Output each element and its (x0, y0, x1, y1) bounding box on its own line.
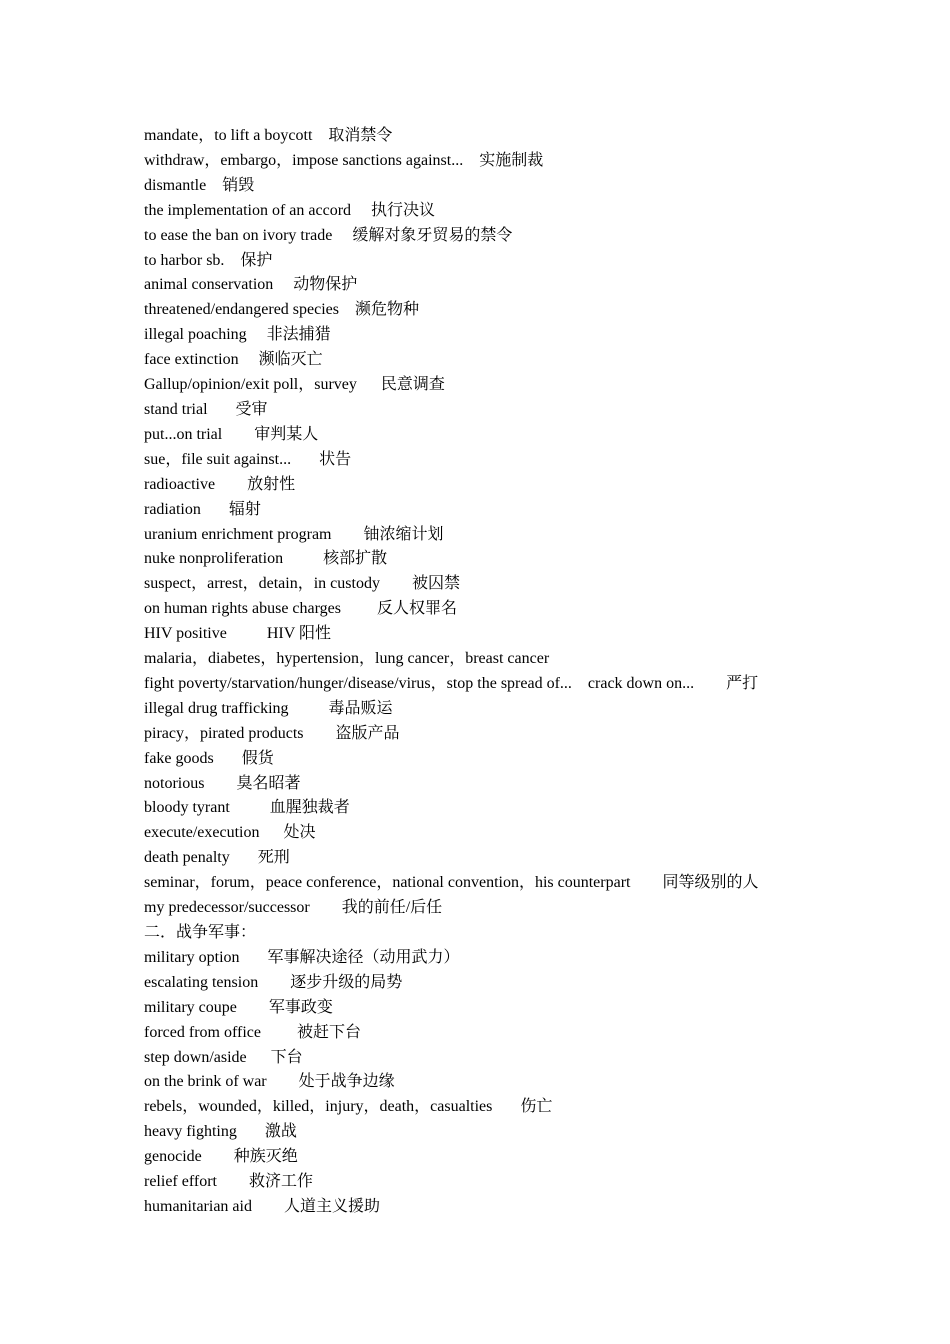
text-line: mandate，to lift a boycott 取消禁令 (144, 127, 393, 144)
text-line: step down/aside 下台 (144, 1048, 303, 1066)
text-line: relief effort 救济工作 (144, 1173, 313, 1191)
text-line: radiation 辐射 (144, 500, 261, 518)
text-line: escalating tension 逐步升级的局势 (144, 973, 403, 991)
text-line: genocide 种族灭绝 (144, 1148, 298, 1166)
text-line: face extinction 濒临灭亡 (144, 351, 323, 369)
text-line: heavy fighting 激战 (144, 1123, 297, 1141)
text-line: illegal poaching 非法捕猎 (144, 326, 331, 344)
text-line: my predecessor/successor 我的前任/后任 (144, 899, 443, 917)
text-line: notorious 臭名昭著 (144, 774, 301, 792)
text-line: military option 军事解决途径（动用武力） (144, 948, 460, 966)
text-line: rebels，wounded，killed，injury，death，casualties 伤亡 (144, 1098, 553, 1116)
text-line: HIV positive HIV 阳性 (144, 625, 331, 643)
text-line: dismantle 销毁 (144, 176, 255, 194)
text-line: forced from office 被赶下台 (144, 1023, 361, 1041)
text-line: to harbor sb. 保护 (144, 251, 273, 269)
section-heading: 二．战争军事： (144, 924, 257, 941)
text-line: stand trial 受审 (144, 400, 268, 418)
text-line: seminar，forum，peace conference，national convention，his counterpart 同等级别的人 (144, 874, 759, 892)
text-line: illegal drug trafficking 毒品贩运 (144, 699, 393, 717)
text-line: Gallup/opinion/exit poll，survey 民意调查 (144, 376, 445, 394)
text-line: to ease the ban on ivory trade 缓解对象牙贸易的禁令 (144, 226, 513, 244)
document-page (144, 124, 844, 1220)
text-line: military coupe 军事政变 (144, 998, 333, 1016)
text-line: death penalty 死刑 (144, 849, 290, 867)
text-line: nuke nonproliferation 核部扩散 (144, 550, 388, 568)
text-line: malaria，diabetes，hypertension，lung cancer，breast cancer (144, 650, 550, 668)
text-line: suspect，arrest，detain，in custody 被囚禁 (144, 575, 460, 593)
text-line: uranium enrichment program 铀浓缩计划 (144, 525, 444, 543)
text-line: fight poverty/starvation/hunger/disease/virus，stop the spread of... crack down on... 严打 (144, 674, 759, 692)
text-line: put...on trial 审判某人 (144, 425, 319, 443)
text-line: on the brink of war 处于战争边缘 (144, 1073, 395, 1091)
text-line: radioactive 放射性 (144, 475, 296, 493)
text-line: execute/execution 处决 (144, 824, 316, 842)
text-line: animal conservation 动物保护 (144, 276, 358, 294)
text-line: withdraw，embargo，impose sanctions against... 实施制裁 (144, 151, 544, 169)
text-line: threatened/endangered species 濒危物种 (144, 301, 420, 319)
text-line: humanitarian aid 人道主义援助 (144, 1197, 380, 1215)
text-line: fake goods 假货 (144, 749, 274, 767)
text-line: on human rights abuse charges 反人权罪名 (144, 600, 457, 618)
text-line: bloody tyrant 血腥独裁者 (144, 799, 350, 817)
text-line: sue，file suit against... 状告 (144, 450, 352, 468)
text-line: the implementation of an accord 执行决议 (144, 201, 436, 219)
text-line: piracy，pirated products 盗版产品 (144, 724, 400, 742)
